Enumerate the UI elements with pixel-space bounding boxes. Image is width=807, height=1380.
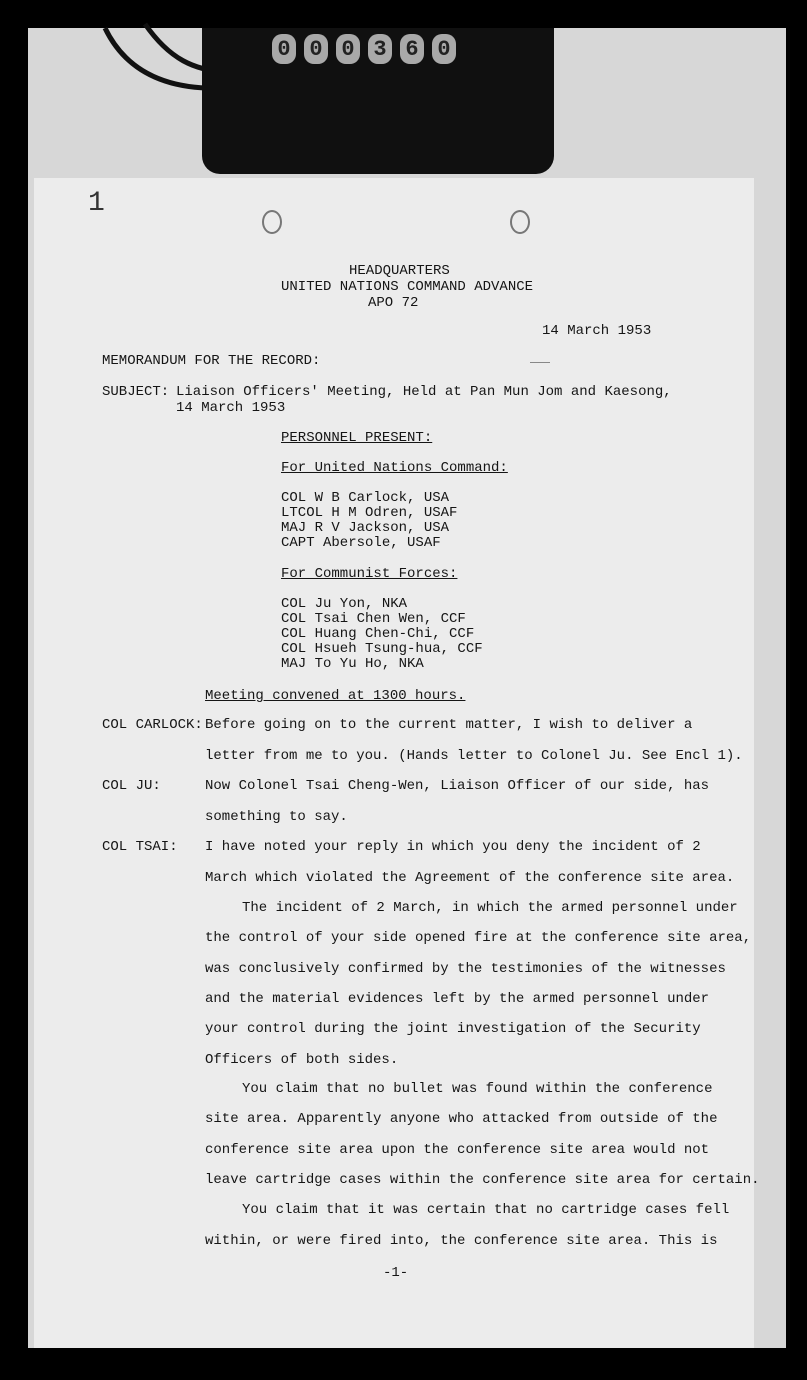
memo-heading: MEMORANDUM FOR THE RECORD: [102, 353, 321, 369]
body-line: March which violated the Agreement of the conference site area. [205, 870, 735, 886]
body-line: Now Colonel Tsai Cheng-Wen, Liaison Officer of our side, has [205, 778, 710, 794]
body-line: conference site area upon the conference site area would not [205, 1142, 710, 1158]
stray-mark [530, 362, 550, 363]
body-line: your control during the joint investigation of the Security [205, 1021, 701, 1037]
frame-digit: 0 [304, 34, 328, 64]
subject-line-1: Liaison Officers' Meeting, Held at Pan Mun Jom and Kaesong, [176, 384, 672, 400]
memo-date: 14 March 1953 [542, 323, 652, 339]
body-line: Officers of both sides. [205, 1052, 399, 1068]
communist-member: COL Ju Yon, NKA [281, 596, 408, 612]
speaker-tsai: COL TSAI: [102, 839, 178, 855]
personnel-heading: PERSONNEL PRESENT: [281, 430, 433, 446]
frame-digit: 0 [432, 34, 456, 64]
speaker-carlock: COL CARLOCK: [102, 717, 203, 733]
body-line: You claim that no bullet was found within the conference [242, 1081, 713, 1097]
communist-member: COL Hsueh Tsung-hua, CCF [281, 641, 483, 657]
subject-line-2: 14 March 1953 [176, 400, 286, 416]
body-line: leave cartridge cases within the conference site area for certain. [205, 1172, 760, 1188]
communist-member: MAJ To Yu Ho, NKA [281, 656, 424, 672]
body-line: letter from me to you. (Hands letter to Colonel Ju. See Encl 1). [205, 748, 743, 764]
body-line: Before going on to the current matter, I wish to deliver a [205, 717, 693, 733]
un-member: LTCOL H M Odren, USAF [281, 505, 458, 521]
communist-heading: For Communist Forces: [281, 566, 458, 582]
un-member: COL W B Carlock, USA [281, 490, 450, 506]
body-line: The incident of 2 March, in which the armed personnel under [242, 900, 738, 916]
page-number: -1- [383, 1265, 409, 1281]
body-line: You claim that it was certain that no cartridge cases fell [242, 1202, 730, 1218]
communist-member: COL Tsai Chen Wen, CCF [281, 611, 466, 627]
punch-hole-icon [262, 210, 282, 234]
body-line: site area. Apparently anyone who attacked from outside of the [205, 1111, 718, 1127]
letterhead-line-1: HEADQUARTERS [349, 263, 450, 279]
letterhead-line-2: UNITED NATIONS COMMAND ADVANCE [281, 279, 534, 295]
letterhead-line-3: APO 72 [368, 295, 419, 311]
un-heading: For United Nations Command: [281, 460, 508, 476]
punch-hole-icon [510, 210, 530, 234]
un-member: MAJ R V Jackson, USA [281, 520, 450, 536]
frame-digit: 0 [336, 34, 360, 64]
body-line: something to say. [205, 809, 348, 825]
speaker-ju: COL JU: [102, 778, 161, 794]
body-line: and the material evidences left by the armed personnel under [205, 991, 710, 1007]
frame-counter [272, 34, 456, 68]
un-member: CAPT Abersole, USAF [281, 535, 441, 551]
frame-digit: 0 [272, 34, 296, 64]
communist-member: COL Huang Chen-Chi, CCF [281, 626, 475, 642]
frame-digit: 6 [400, 34, 424, 64]
body-line: within, or were fired into, the conference site area. This is [205, 1233, 718, 1249]
frame-digit: 3 [368, 34, 392, 64]
meeting-convened: Meeting convened at 1300 hours. [205, 688, 466, 704]
subject-label: SUBJECT: [102, 384, 170, 400]
body-line: the control of your side opened fire at the conference site area, [205, 930, 752, 946]
margin-mark: 1 [88, 188, 105, 219]
body-line: was conclusively confirmed by the testimonies of the witnesses [205, 961, 726, 977]
body-line: I have noted your reply in which you deny the incident of 2 [205, 839, 701, 855]
